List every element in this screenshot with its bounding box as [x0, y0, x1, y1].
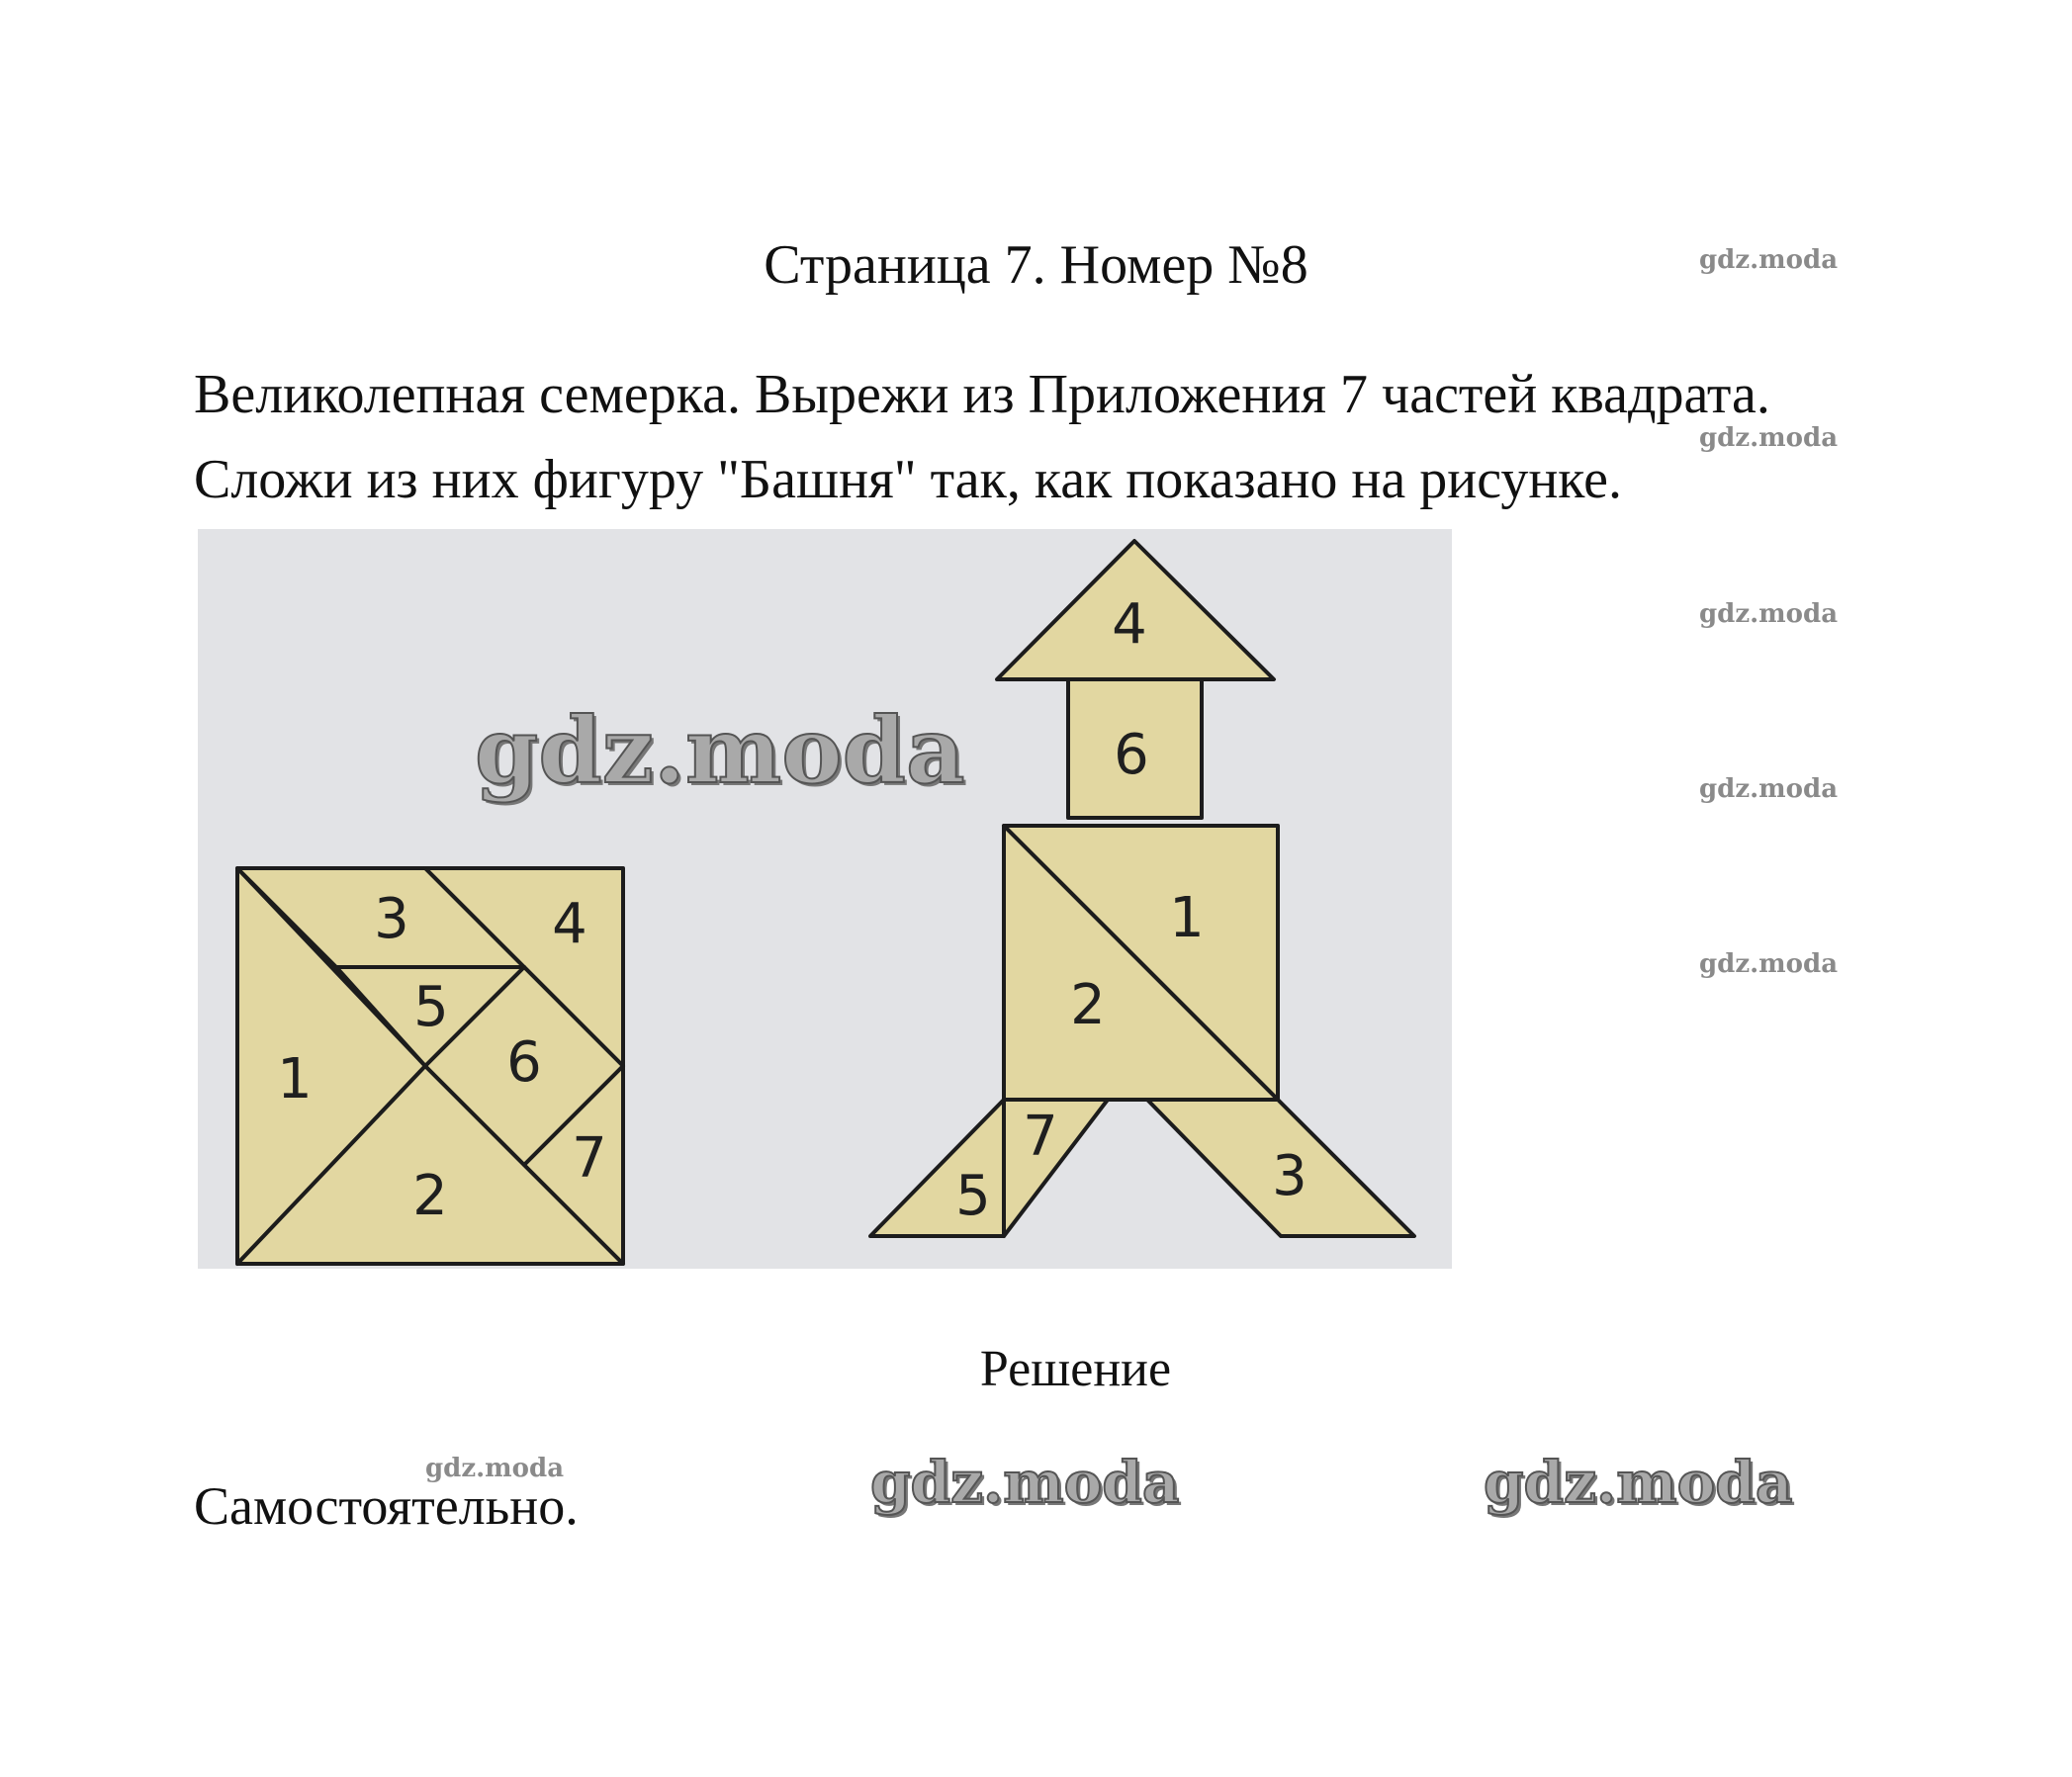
tower-label-4: 4	[1112, 592, 1147, 657]
square-label-6: 6	[506, 1030, 542, 1095]
tower-label-1: 1	[1169, 886, 1205, 950]
watermark: gdz.moda	[1484, 1449, 1793, 1516]
answer-text: Самостоятельно.	[194, 1476, 579, 1536]
tower-label-3: 3	[1272, 1144, 1307, 1208]
task-text-line-1: Великолепная семерка. Вырежи из Приложения 7 частей квадрата.	[194, 364, 1770, 425]
tower-label-7: 7	[1023, 1105, 1058, 1169]
tangram-tower	[870, 541, 1414, 1236]
square-label-7: 7	[572, 1126, 607, 1191]
square-label-4: 4	[552, 892, 587, 956]
watermark: gdz.moda	[425, 1454, 565, 1483]
page-title: Страница 7. Номер №8	[764, 234, 1308, 296]
solution-heading: Решение	[979, 1341, 1172, 1397]
watermark: gdz.moda	[475, 697, 965, 804]
tower-label-2: 2	[1070, 973, 1106, 1037]
tower-label-6: 6	[1114, 723, 1149, 787]
watermark: gdz.moda	[870, 1449, 1180, 1516]
watermark: gdz.moda	[1699, 774, 1839, 804]
tangram-figure	[198, 529, 1452, 1269]
watermark: gdz.moda	[1699, 423, 1839, 453]
watermark: gdz.moda	[1699, 245, 1839, 275]
tangram-square	[237, 868, 623, 1264]
square-label-1: 1	[277, 1047, 313, 1111]
watermark: gdz.moda	[1699, 599, 1839, 629]
tower-label-5: 5	[955, 1164, 991, 1228]
task-text-line-2: Сложи из них фигуру "Башня" так, как показано на рисунке.	[194, 449, 1622, 510]
watermark: gdz.moda	[1699, 949, 1839, 979]
square-label-5: 5	[413, 975, 449, 1039]
square-label-2: 2	[412, 1164, 448, 1228]
tangram-drawing	[198, 529, 1452, 1269]
square-label-3: 3	[374, 887, 409, 951]
